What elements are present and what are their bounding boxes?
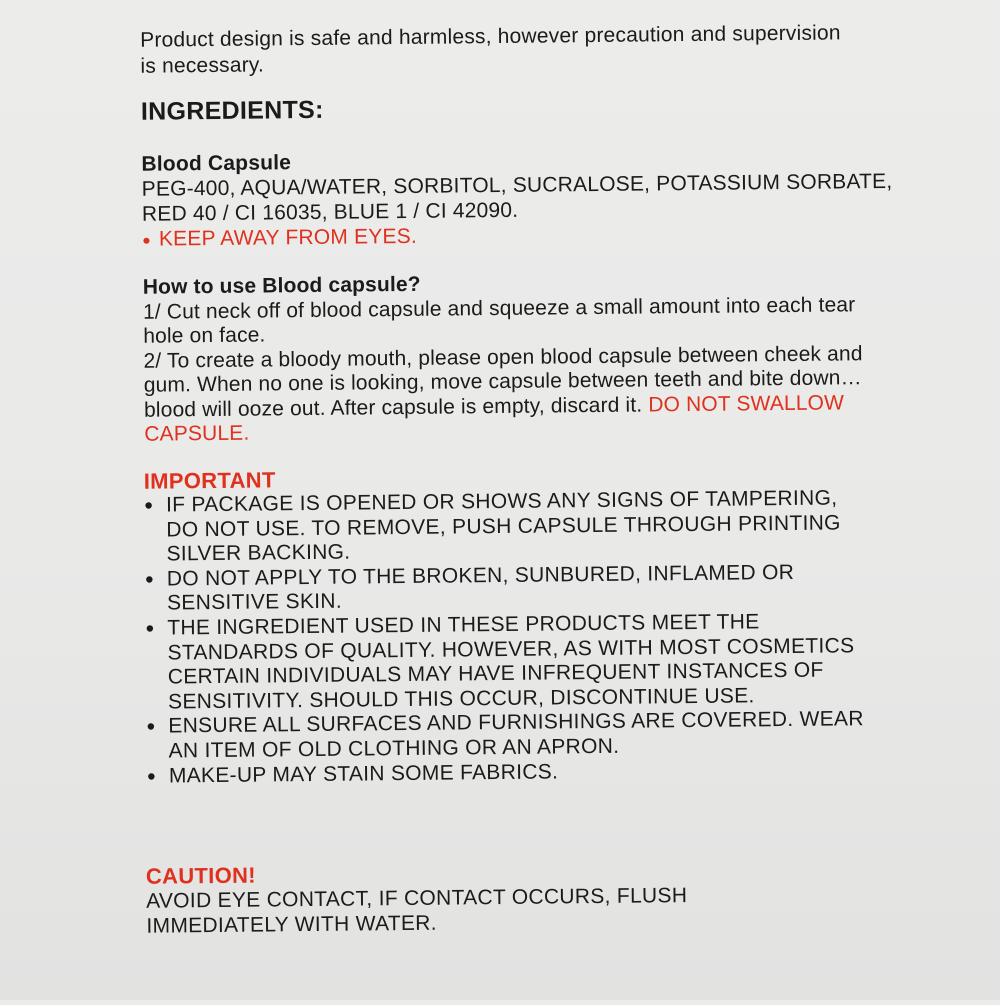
list-item: ● IF PACKAGE IS OPENED OR SHOWS ANY SIGNS OF TAMPERING, DO NOT USE. TO REMOVE, PUSH CAPSULE THROUGH PRINTING SILVER BACKING. [143, 486, 841, 566]
blood-capsule-ingredients: PEG-400, AQUA/WATER, SORBITOL, SUCRALOSE, POTASSIUM SORBATE, RED 40 / CI 16035, BLUE 1 / CI 42090. [141, 169, 893, 226]
eye-warning-text: KEEP AWAY FROM EYES. [158, 224, 418, 251]
how-to-step-2 [143, 342, 864, 448]
important-heading: IMPORTANT [143, 467, 276, 494]
caution-text: AVOID EYE CONTACT, IF CONTACT OCCURS, FLUSH IMMEDIATELY WITH WATER. [146, 884, 688, 938]
important-list [144, 486, 867, 789]
intro-text: Product design is safe and harmless, however precaution and supervision is necessary. [140, 21, 841, 78]
bullet-icon: ● [146, 767, 157, 785]
blood-capsule-title: Blood Capsule [141, 151, 292, 176]
how-to-section [143, 268, 865, 447]
how-to-step-2-text: 2/ To create a bloody mouth, please open blood capsule between cheek and gum. When no one is looking, move capsule between teeth and bite down… blood will ooze out. After capsule is empty, discard it. [143, 341, 863, 422]
how-to-title: How to use Blood capsule? [142, 272, 421, 299]
list-item: ● MAKE-UP MAY STAIN SOME FABRICS. [146, 759, 559, 788]
bullet-icon: ● [146, 717, 156, 736]
how-to-step-1: 1/ Cut neck off of blood capsule and squeeze a small amount into each tear hole on face. [142, 292, 856, 348]
list-item: ● THE INGREDIENT USED IN THESE PRODUCTS MEET THE STANDARDS OF QUALITY. HOWEVER, AS WITH MOST COSMETICS CERTAIN INDIVIDUALS MAY HAVE INFREQUENT INSTANCES OF SENSITIVITY. SHOULD THIS OCCUR, DISCONTINUE USE. [145, 610, 855, 714]
caution-heading: CAUTION! [145, 862, 256, 889]
list-item: ● ENSURE ALL SURFACES AND FURNISHINGS ARE COVERED. WEAR AN ITEM OF OLD CLOTHING OR AN APRON. [146, 707, 864, 763]
bullet-icon: ● [145, 619, 155, 637]
warning-bullet-icon: ● [142, 231, 151, 248]
blood-capsule-section [141, 144, 922, 253]
bullet-icon: ● [144, 570, 155, 588]
ingredients-heading: INGREDIENTS: [140, 95, 324, 126]
list-item: ● DO NOT APPLY TO THE BROKEN, SUNBURED, INFLAMED OR SENSITIVE SKIN. [144, 560, 795, 615]
swallow-warning: DO NOT SWALLOW CAPSULE. [144, 390, 845, 446]
bullet-icon: ● [143, 496, 154, 514]
